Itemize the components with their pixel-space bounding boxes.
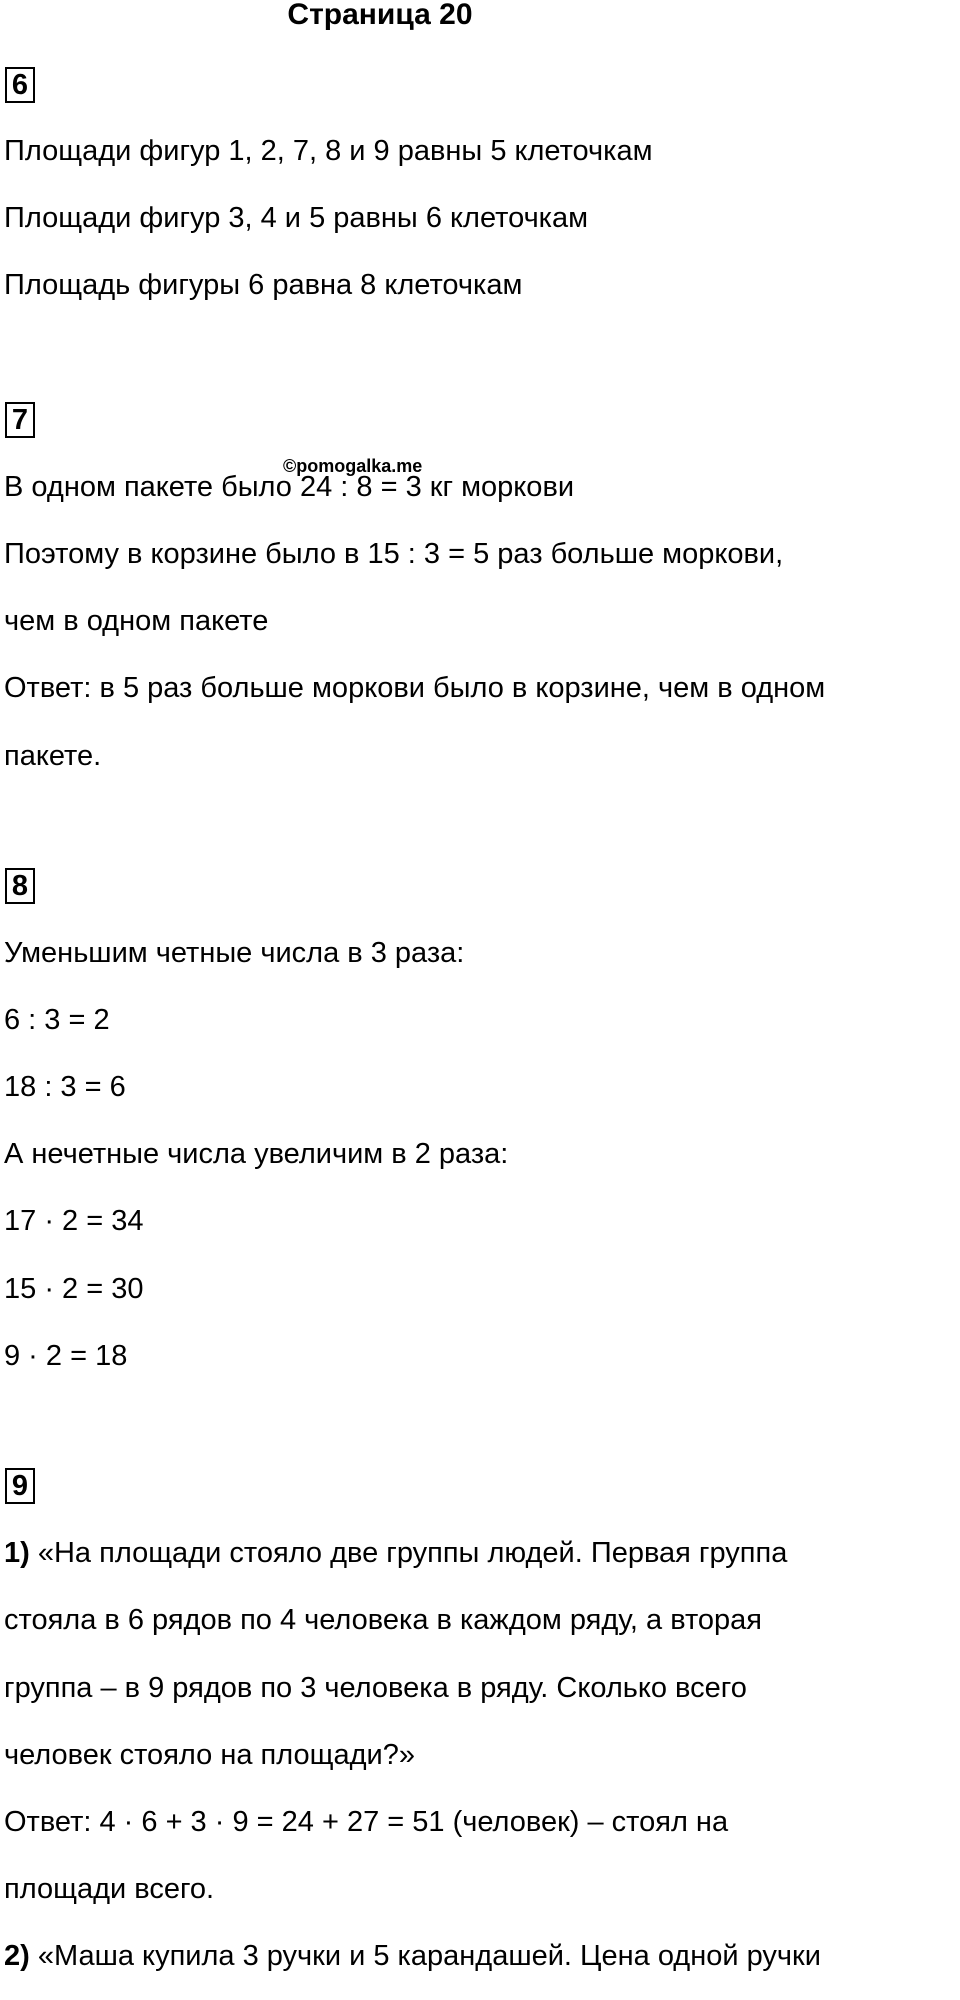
task-number-9: 9	[5, 1468, 35, 1504]
text-line: Площадь фигуры 6 равна 8 клеточкам	[4, 269, 523, 301]
task-number-8: 8	[5, 868, 35, 904]
item-label-2: 2)	[4, 1940, 30, 1972]
equation-line: 15 · 2 = 30	[4, 1273, 144, 1305]
text-line: Поэтому в корзине было в 15 : 3 = 5 раз больше моркови,	[4, 538, 784, 570]
text-line: чем в одном пакете	[4, 605, 269, 637]
text-line: стояла в 6 рядов по 4 человека в каждом ряду, а вторая	[4, 1604, 763, 1636]
task-number-6: 6	[5, 67, 35, 103]
text-line: Ответ: в 5 раз больше моркови было в корзине, чем в одном	[4, 672, 826, 704]
item-text: «На площади стояло две группы людей. Первая группа	[37, 1537, 788, 1569]
text-line: Площади фигур 1, 2, 7, 8 и 9 равны 5 клеточкам	[4, 135, 653, 167]
text-line: группа – в 9 рядов по 3 человека в ряду. Сколько всего	[4, 1672, 747, 1704]
watermark: ©pomogalka.me	[283, 456, 423, 476]
text-line: Уменьшим четные числа в 3 раза:	[4, 937, 465, 969]
equation-line: 18 : 3 = 6	[4, 1071, 126, 1103]
text-line: человек стояло на площади?»	[4, 1739, 415, 1771]
text-line	[4, 1535, 787, 1571]
equation-line: 17 · 2 = 34	[4, 1205, 144, 1237]
text-line: А нечетные числа увеличим в 2 раза:	[4, 1138, 509, 1170]
text-line: площади всего.	[4, 1873, 215, 1905]
text-line: В одном пакете было 24 : 8 = 3 кг моркови	[4, 471, 575, 503]
equation-line: 9 · 2 = 18	[4, 1340, 128, 1372]
text-line	[4, 1938, 821, 1974]
text-line: Ответ: 4 · 6 + 3 · 9 = 24 + 27 = 51 (человек) – стоял на	[4, 1806, 729, 1838]
item-text: «Маша купила 3 ручки и 5 карандашей. Цена одной ручки	[37, 1940, 821, 1972]
task-number-7: 7	[5, 402, 35, 438]
page-title: Страница 20	[287, 0, 473, 31]
equation-line: 6 : 3 = 2	[4, 1004, 110, 1036]
text-line: пакете.	[4, 740, 102, 772]
text-line: Площади фигур 3, 4 и 5 равны 6 клеточкам	[4, 202, 589, 234]
item-label-1: 1)	[4, 1537, 30, 1569]
